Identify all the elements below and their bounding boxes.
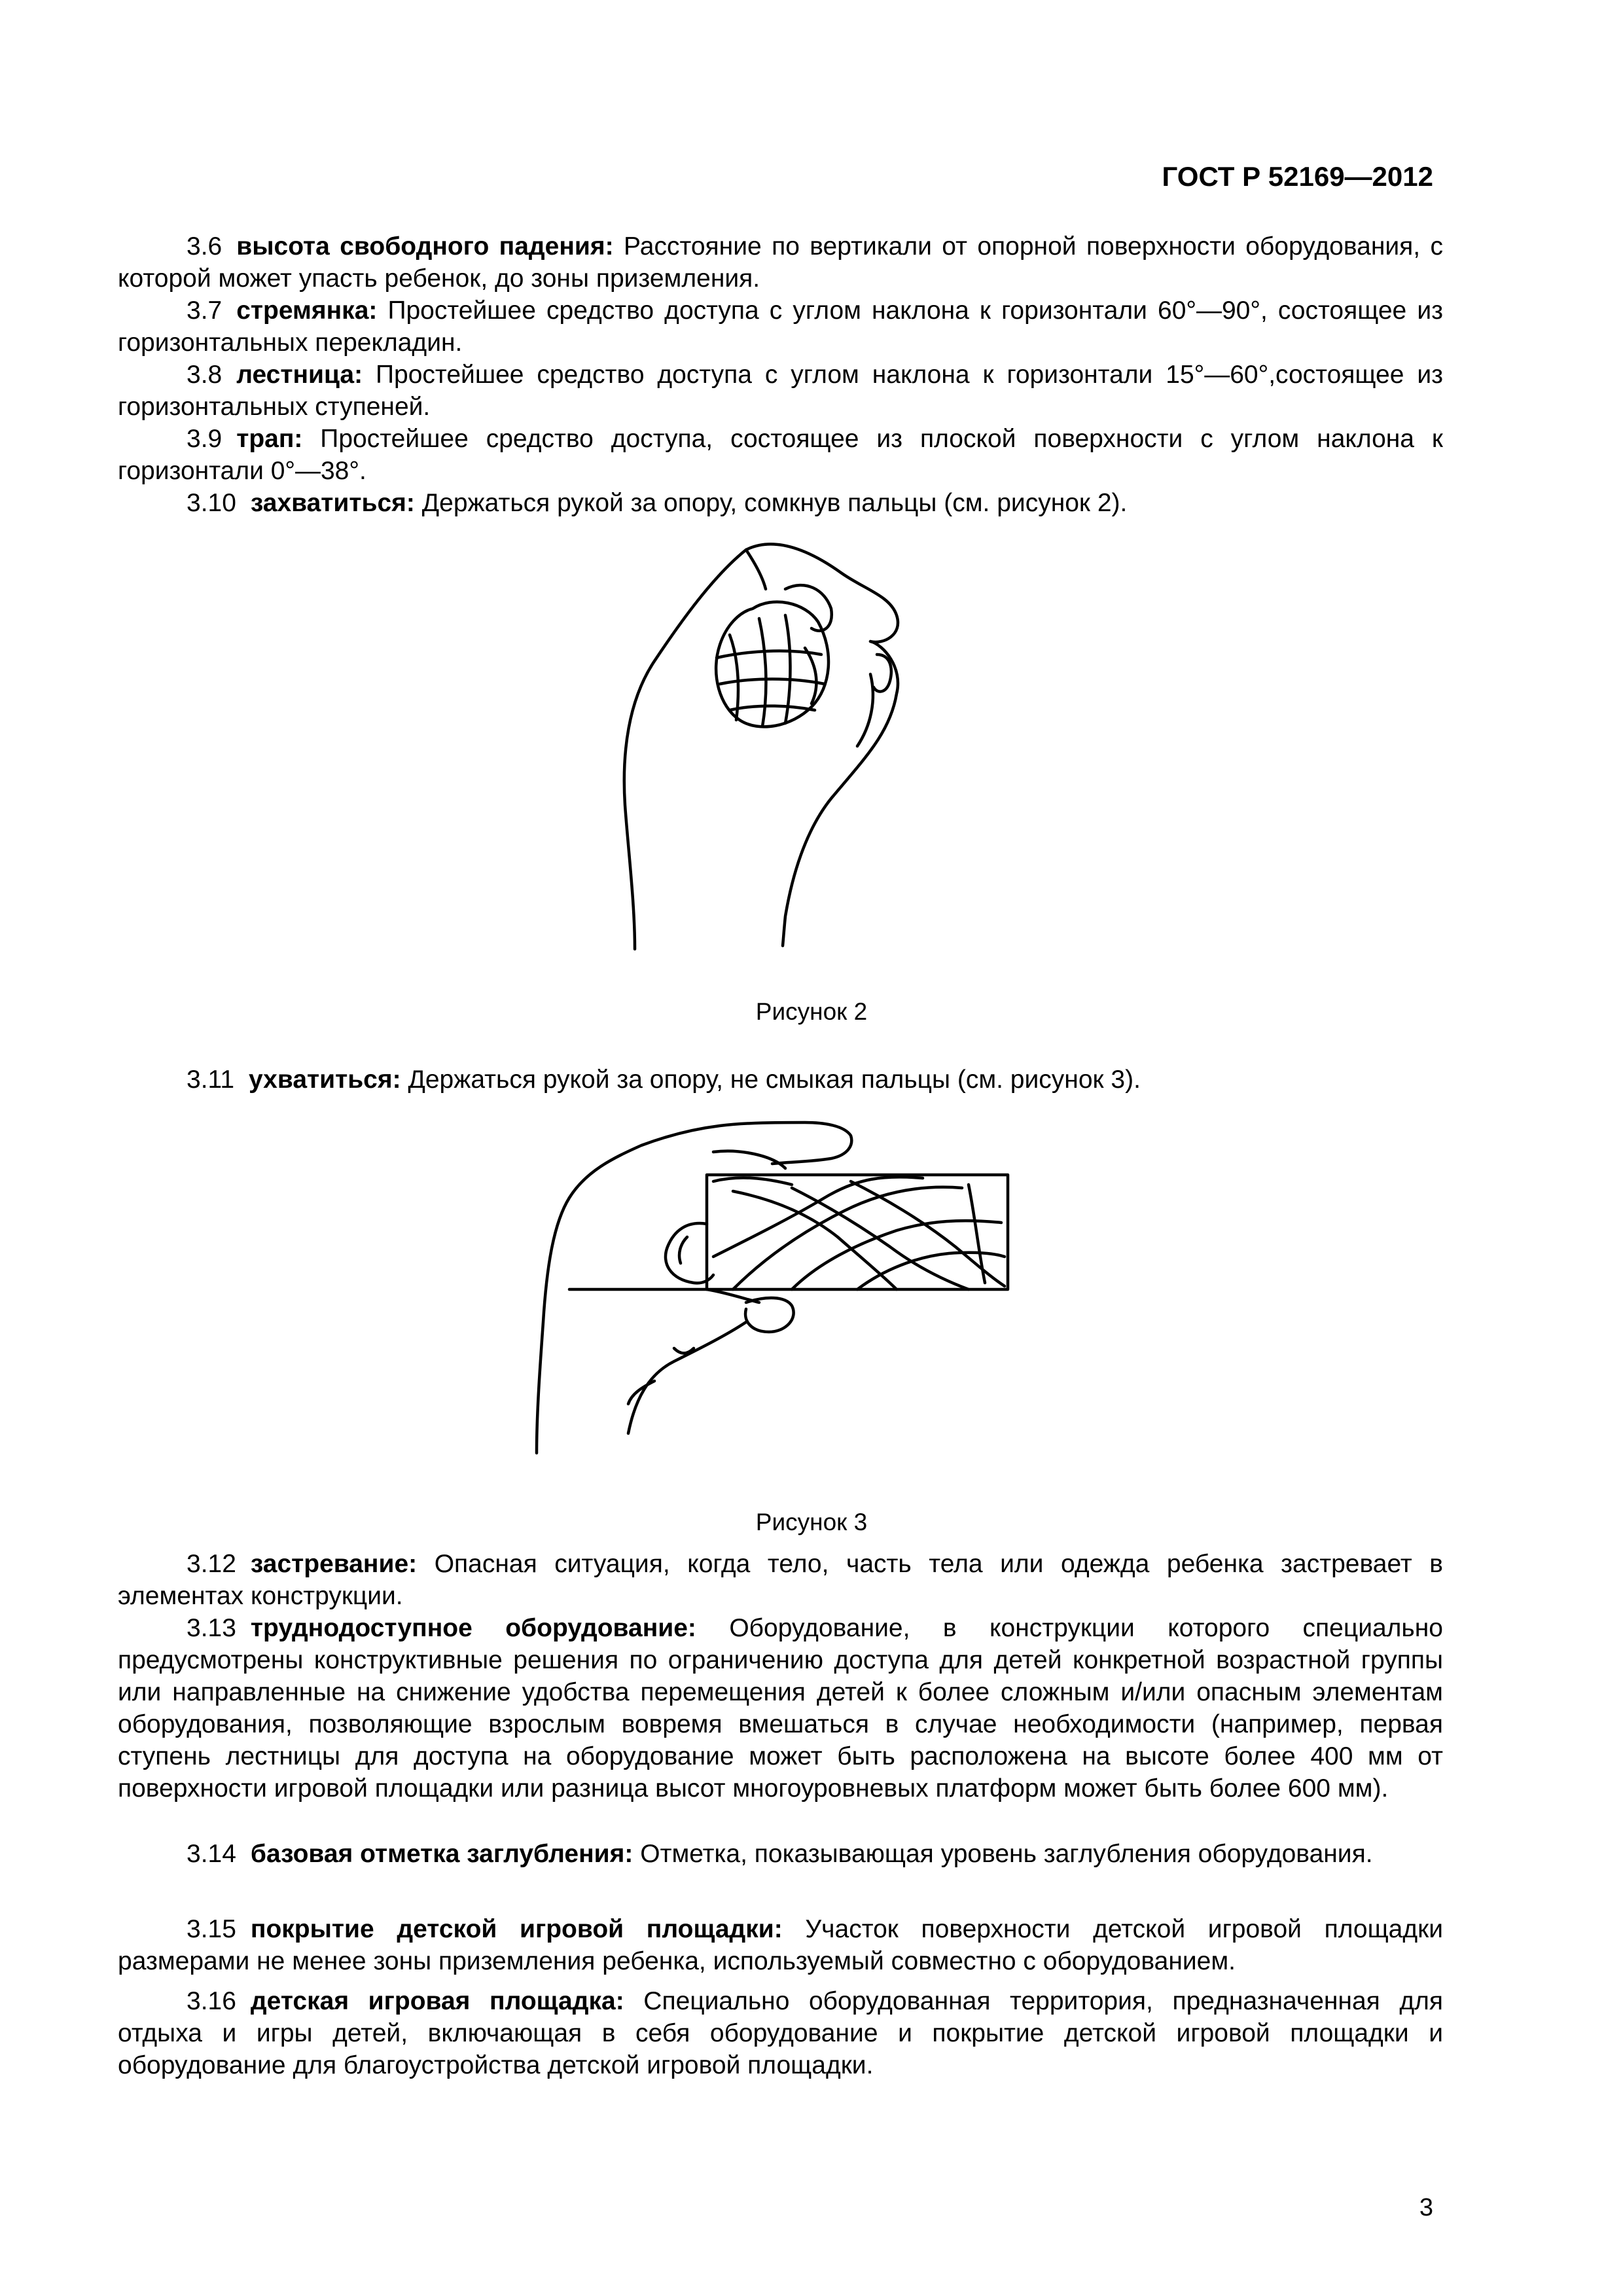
paragraph-3-9 [118,423,1443,487]
term: высота свободного падения: [236,232,614,260]
paragraph-3-7 [118,295,1443,359]
term: ухватиться: [249,1066,401,1094]
paragraph-3-8 [118,359,1443,423]
clause-number: 3.16 [187,1987,236,2015]
term: лестница: [236,361,363,389]
clause-number: 3.13 [187,1614,236,1642]
paragraph-3-14 [118,1838,1443,1870]
clause-number: 3.7 [187,296,223,325]
definition: Расстояние по вертикали от опорной поверхности оборудования, с которой может упасть ребенок, до зоны приземления. [118,232,1443,293]
definition: Простейшее средство доступа с углом наклона к горизонтали 15°—60°,состоящее из горизонтальных ступеней. [118,361,1443,421]
standard-header: ГОСТ Р 52169—2012 [1162,161,1433,192]
term: застревание: [250,1550,418,1578]
figure-2-hand-grip-closed [589,537,955,956]
paragraph-3-16 [118,1985,1443,2081]
definition: Участок поверхности детской игровой площадки размерами не менее зоны приземления ребенка, используемый совместно с оборудованием. [118,1915,1443,1975]
paragraph-3-12 [118,1548,1443,1612]
term: детская игровая площадка: [250,1987,624,2015]
definition: Держаться рукой за опору, не смыкая пальцы (см. рисунок 3). [401,1066,1141,1094]
paragraph-3-11 [118,1064,1443,1096]
clause-number: 3.6 [187,232,223,260]
figure-3-caption: Рисунок 3 [755,1509,868,1535]
clause-number: 3.9 [187,425,223,453]
definition: Опасная ситуация, когда тело, часть тела или одежда ребенка застревает в элементах конструкции. [118,1550,1443,1610]
definition: Держаться рукой за опору, сомкнув пальцы (см. рисунок 2). [414,489,1128,517]
clause-number: 3.8 [187,361,223,389]
clause-number: 3.10 [187,489,236,517]
term: стремянка: [236,296,378,325]
figure-2-caption: Рисунок 2 [755,998,868,1025]
page-number: 3 [1419,2194,1433,2221]
term: покрытие детской игровой площадки: [250,1915,783,1943]
definition: Специально оборудованная территория, предназначенная для отдыха и игры детей, включающая в себя оборудование и покрытие детской игровой площадки и оборудование для благоустройства детской игровой площадки. [118,1987,1444,2079]
definition: Простейшее средство доступа с углом наклона к горизонтали 60°—90°, состоящее из горизонтальных перекладин. [118,296,1443,357]
term: трап: [236,425,303,453]
term: труднодоступное оборудование: [250,1614,696,1642]
definition: Простейшее средство доступа, состоящее из плоской поверхности с углом наклона к горизонтали 0°—38°. [118,425,1443,485]
paragraph-3-6 [118,230,1443,295]
paragraph-3-13 [118,1612,1443,1804]
clause-number: 3.14 [187,1840,236,1868]
clause-number: 3.15 [187,1915,236,1943]
definition: Оборудование, в конструкции которого специально предусмотрены конструктивные решения по ограничению доступа для детей конкретной возрастной группы или направленные на снижение удобства перемещения детей к более сложным и/или опасным элементам оборудования, позволяющие взрослым вовремя вмешаться в случае необходимости (например, первая ступень лестницы для доступа на оборудование может быть расположена на высоте более 400 мм от поверхности игровой площадки или разница высот многоуровневых платформ может быть более 600 мм). [118,1614,1443,1803]
figure-3-hand-grip-open [517,1106,1021,1460]
clause-number: 3.12 [187,1550,236,1578]
clause-number: 3.11 [187,1066,235,1094]
definition: Отметка, показывающая уровень заглубления оборудования. [633,1840,1373,1868]
paragraph-3-15 [118,1913,1443,1977]
paragraph-3-10 [118,487,1443,519]
term: захватиться: [250,489,415,517]
term: базовая отметка заглубления: [250,1840,633,1868]
